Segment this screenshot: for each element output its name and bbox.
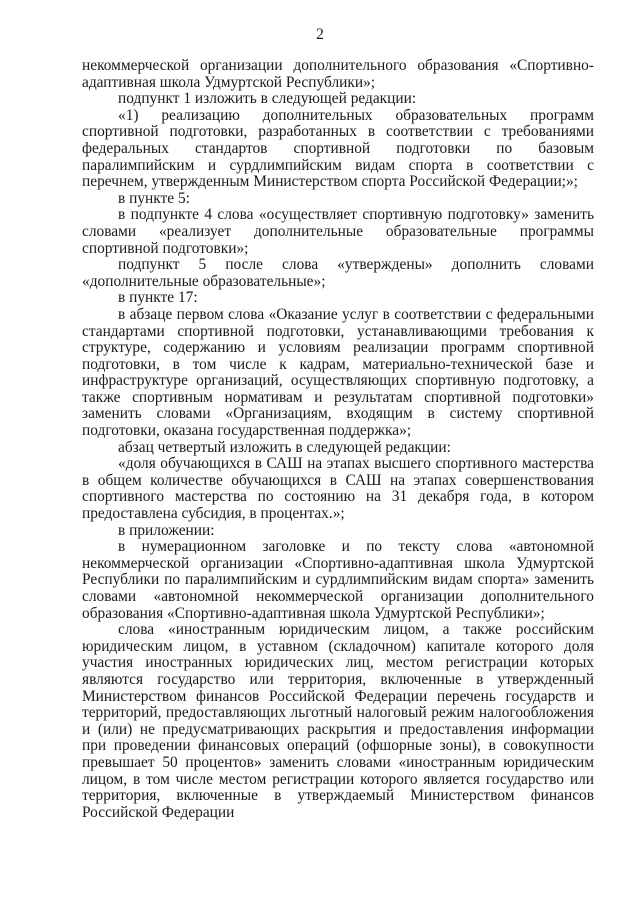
paragraph-appendix-words-change: слова «иностранным юридическим лицом, а также российским юридическим лицом, в уставном (складочном) капитале которого доля участия иностранных юридических лиц, местом регистрации которых являются государство или территория, включенные в утвержденный Министерством финансов Российской Федерации перечень государств и территорий, предоставляющих льготный налоговый режим налогообложения и (или) не предусматривающих раскрытия и предоставления информации при проведении финансовых операций (офшорные зоны), в совокупности превышает 50 процентов» заменить словами «иностранным юридическим лицом, в том числе местом регистрации которого является государство или территория, включенные в утверждаемый Министерством финансов Российской Федерации (82, 621, 594, 821)
paragraph-item-5-subitem-5: подпункт 5 после слова «утверждены» дополнить словами «дополнительные образовательные»; (82, 256, 594, 290)
paragraph-appendix-heading: в приложении: (118, 521, 215, 539)
paragraph-subitem-1-heading: подпункт 1 изложить в следующей редакции: (118, 90, 417, 108)
paragraph-item-5-subitem-4: в подпункте 4 слова «осуществляет спортивную подготовку» заменить словами «реализует дополнительные образовательные программы спортивной подготовки»; (82, 206, 594, 257)
page-number: 2 (316, 26, 324, 43)
paragraph-subitem-1-text: «1) реализацию дополнительных образовательных программ спортивной подготовки, разработанных в соответствии с требованиями федеральных стандартов спортивной подготовки по базовым паралимпийским и сурдлимпийским видам спорта в соответствии с перечнем, утвержденным Министерством спорта Российской Федерации;»; (82, 106, 594, 191)
paragraph-continuation: некоммерческой организации дополнительного образования «Спортивно-адаптивная школа Удмуртской Республики»; (82, 57, 594, 91)
paragraph-item-17-fourth-abzac-heading: абзац четвертый изложить в следующей редакции: (118, 438, 451, 456)
paragraph-item-17-first-abzac: в абзаце первом слова «Оказание услуг в соответствии с федеральными стандартами спортивной подготовки, устанавливающими требования к структуре, содержанию и условиям реализации программ спортивной подготовки, в том числе к кадрам, материально-технической базе и инфраструктуре организаций, осуществляющих спортивную подготовку, а также спортивным нормативам и результатам спортивной подготовки» заменить словами «Организациям, входящим в систему спортивной подготовки, оказана государственная поддержка»; (82, 305, 594, 440)
paragraph-appendix-title-change: в нумерационном заголовке и по тексту слова «автономной некоммерческой организации «Спортивно-адаптивная школа Удмуртской Республики по паралимпийским и сурдлимпийским видам спорта» заменить словами «автономной некоммерческой организации дополнительного образования «Спортивно-адаптивная школа Удмуртской Республики»; (82, 538, 594, 622)
document-body (82, 58, 594, 821)
paragraph-item-5-heading: в пункте 5: (118, 189, 190, 207)
paragraph-item-17-heading: в пункте 17: (118, 289, 198, 307)
paragraph-item-17-fourth-abzac-text: «доля обучающихся в САШ на этапах высшего спортивного мастерства в общем количестве обучающихся в САШ на этапах совершенствования спортивного мастерства по состоянию на 31 декабря года, в котором предоставлена субсидия, в процентах.»; (82, 455, 594, 523)
